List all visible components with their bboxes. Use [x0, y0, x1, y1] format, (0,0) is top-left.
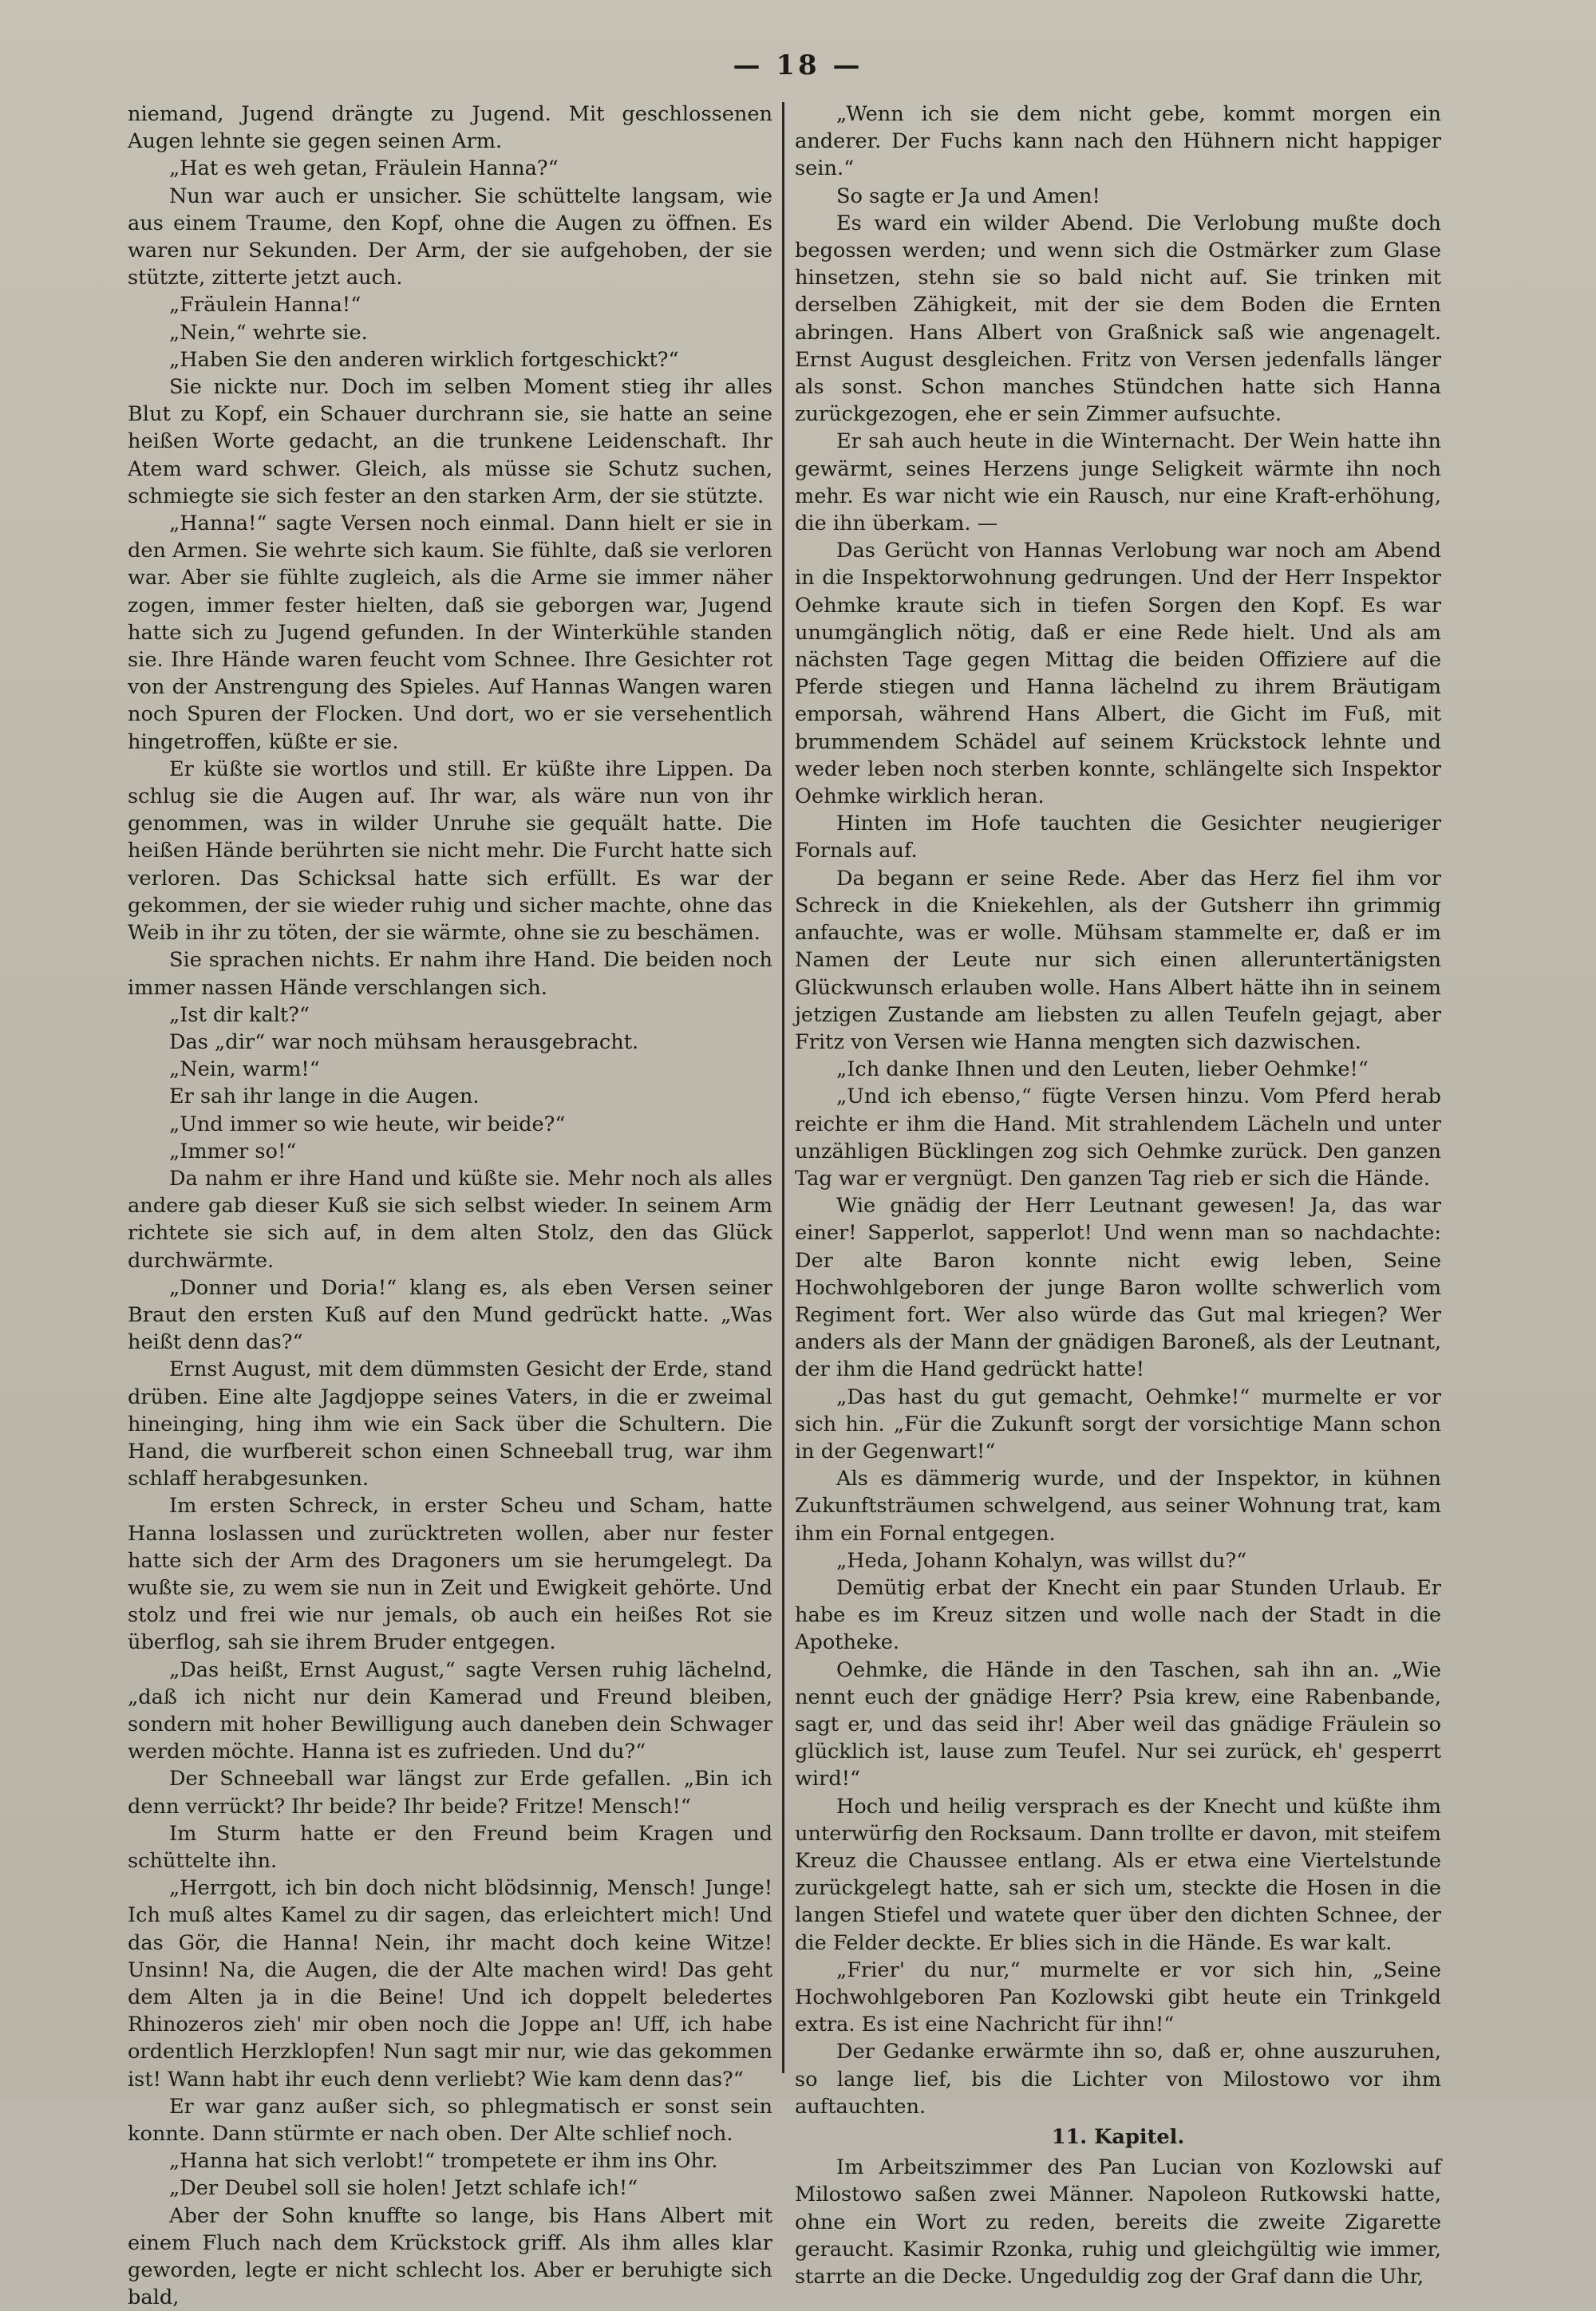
paragraph: Es ward ein wilder Abend. Die Verlobung mußte doch begossen werden; und wenn sich die Ostmärker zum Glase hinsetzen, stehn sie so bald nicht auf. Sie trinken mit derselben Zähigkeit, mit der sie dem Boden die Ernten abringen. Hans Albert von Graßnick saß wie angenagelt. Ernst August desgleichen. Fritz von Versen jedenfalls länger als sonst. Schon manches Stündchen hatte sich Hanna zurückgezogen, ehe er sein Zimmer aufsuchte.: [795, 211, 1441, 427]
paragraph: „Das hast du gut gemacht, Oehmke!“ murmelte er vor sich hin. „Für die Zukunft sorgt der vorsichtige Mann schon in der Gegenwart!“: [795, 1385, 1441, 1464]
paragraph: Demütig erbat der Knecht ein paar Stunden Urlaub. Er habe es im Kreuz sitzen und wolle nach der Stadt in die Apotheke.: [795, 1575, 1441, 1655]
paragraph: Im Arbeitszimmer des Pan Lucian von Kozlowski auf Milostowo saßen zwei Männer. Napoleon Rutkowski hatte, ohne ein Wort zu reden, bereits die zweite Zigarette geraucht. Kasimir Rzonka, ruhig und gleichgültig wie immer, starrte an die Decke. Ungeduldig zog der Graf dann die Uhr,: [795, 2155, 1441, 2289]
paragraph: „Hat es weh getan, Fräulein Hanna?“: [169, 156, 559, 181]
paragraph: „Hanna!“ sagte Versen noch einmal. Dann hielt er sie in den Armen. Sie wehrte sich kaum. Sie fühlte, daß sie verloren war. Aber sie fühlte zugleich, als die Arme sie immer näher zogen, immer fester hielten, daß sie geborgen war, Jugend hatte sich zu Jugend gefunden. In der Winterkühle standen sie. Ihre Hände waren feucht vom Schnee. Ihre Gesichter rot von der Anstrengung des Spieles. Auf Hannas Wangen waren noch Spuren der Flocken. Und dort, wo er sie versehentlich hingetroffen, küßte er sie.: [128, 512, 772, 754]
paragraph: Hinten im Hofe tauchten die Gesichter neugieriger Fornals auf.: [795, 812, 1441, 863]
paragraph: „Heda, Johann Kohalyn, was willst du?“: [836, 1548, 1247, 1573]
paragraph: „Ist dir kalt?“: [169, 1002, 310, 1027]
paragraph: „Donner und Doria!“ klang es, als eben Versen seiner Braut den ersten Kuß auf den Mund gedrückt hatte. „Was heißt denn das?“: [128, 1275, 772, 1355]
paragraph: „Und immer so wie heute, wir beide?“: [169, 1112, 566, 1136]
chapter-heading: 11. Kapitel.: [1051, 2125, 1185, 2150]
paragraph: niemand, Jugend drängte zu Jugend. Mit geschlossenen Augen lehnte sie gegen seinen Arm.: [128, 102, 772, 154]
paragraph: Das Gerücht von Hannas Verlobung war noch am Abend in die Inspektorwohnung gedrungen. Und der Herr Inspektor Oehmke kraute sich in tiefen Sorgen den Kopf. Es war unumgänglich nötig, daß er eine Rede hielt. Und als am nächsten Tage gegen Mittag die beiden Offiziere auf die Pferde stiegen und Hanna lächelnd zu ihrem Bräutigam emporsah, während Hans Albert, die Gicht im Fuß, mit brummendem Schädel auf seinem Krückstock lehnte und weder leben noch sterben konnte, schlängelte sich Inspektor Oehmke wirklich heran.: [795, 539, 1441, 809]
paragraph: „Das heißt, Ernst August,“ sagte Versen ruhig lächelnd, „daß ich nicht nur dein Kamerad und Freund bleiben, sondern mit hoher Bewilligung auch daneben dein Schwager werden möchte. Hanna ist es zufrieden. Und du?“: [128, 1657, 772, 1764]
paragraph: Er sah auch heute in die Winternacht. Der Wein hatte ihn gewärmt, seines Herzens junge Seligkeit wärmte ihn noch mehr. Es war nicht wie ein Rausch, nur eine Kraft-erhöhung, die ihn überkam. —: [795, 429, 1441, 536]
paragraph: „Der Deubel soll sie holen! Jetzt schlafe ich!“: [169, 2176, 638, 2201]
paragraph: Da begann er seine Rede. Aber das Herz fiel ihm vor Schreck in die Kniekehlen, als der Gutsherr ihn grimmig anfauchte, was er wolle. Mühsam stammelte er, daß er im Namen der Leute nur sich einen alleruntertänigsten Glückwunsch erlauben wolle. Hans Albert hätte ihn in seinem jetzigen Zustande am liebsten zu allen Teufeln gejagt, aber Fritz von Versen wie Hanna mengten sich dazwischen.: [795, 866, 1441, 1054]
paragraph: Aber der Sohn knuffte so lange, bis Hans Albert mit einem Fluch nach dem Krückstock griff. Als ihm alles klar geworden, legte er nicht schlecht los. Aber er beruhigte sich bald,: [128, 2203, 772, 2310]
paragraph: „Ich danke Ihnen und den Leuten, lieber Oehmke!“: [836, 1057, 1369, 1082]
paragraph: Das „dir“ war noch mühsam herausgebracht.: [169, 1029, 639, 1054]
column-divider: [782, 102, 784, 2073]
paragraph: „Herrgott, ich bin doch nicht blödsinnig, Mensch! Junge! Ich muß altes Kamel zu dir sagen, das erleichtert mich! Und das Gör, die Hanna! Nein, ihr macht doch keine Witze! Unsinn! Na, die Augen, die der Alte machen wird! Das geht dem Alten ja in die Beine! Und ich doppelt beledertes Rhinozeros zieh' mir oben noch die Joppe an! Uff, ich habe ordentlich Herzklopfen! Nun sagt mir nur, wie das gekommen ist! Wann habt ihr euch denn verliebt? Wie kam denn das?“: [128, 1876, 772, 2092]
paragraph: „Hanna hat sich verlobt!“ trompetete er ihm ins Ohr.: [169, 2149, 718, 2174]
paragraph: „Haben Sie den anderen wirklich fortgeschickt?“: [169, 347, 679, 372]
paragraph: Der Gedanke erwärmte ihn so, daß er, ohne auszuruhen, so lange lief, bis die Lichter von Milostowo vor ihm auftauchten.: [795, 2040, 1441, 2119]
paragraph: Er war ganz außer sich, so phlegmatisch er sonst sein konnte. Dann stürmte er nach oben. Der Alte schlief noch.: [128, 2094, 772, 2147]
paragraph: Sie sprachen nichts. Er nahm ihre Hand. Die beiden noch immer nassen Hände verschlangen sich.: [128, 948, 772, 1000]
paragraph: Sie nickte nur. Doch im selben Moment stieg ihr alles Blut zu Kopf, ein Schauer durchrann sie, sie hatte an seine heißen Worte gedacht, an die trunkene Leidenschaft. Ihr Atem ward schwer. Gleich, als müsse sie Schutz suchen, schmiegte sie sich fester an den starken Arm, der sie stützte.: [128, 375, 772, 508]
paragraph: „Wenn ich sie dem nicht gebe, kommt morgen ein anderer. Der Fuchs kann nach den Hühnern nicht happiger sein.“: [795, 102, 1441, 181]
paragraph: Im ersten Schreck, in erster Scheu und Scham, hatte Hanna loslassen und zurücktreten wollen, aber nur fester hatte sich der Arm des Dragoners um sie herumgelegt. Da wußte sie, zu wem sie nun in Zeit und Ewigkeit gehörte. Und stolz und frei wie nur jemals, ob auch ein heißes Rot sie überflog, sah sie ihrem Bruder entgegen.: [128, 1494, 772, 1655]
paragraph: Da nahm er ihre Hand und küßte sie. Mehr noch als alles andere gab dieser Kuß sie sich selbst wieder. In seinem Arm richtete sie sich auf, in dem alten Stolz, den das Glück durchwärmte.: [128, 1166, 772, 1273]
page-number: — 18 —: [733, 49, 863, 81]
paragraph: Der Schneeball war längst zur Erde gefallen. „Bin ich denn verrückt? Ihr beide? Ihr beide? Fritze! Mensch!“: [128, 1767, 772, 1819]
paragraph: „Fräulein Hanna!“: [169, 293, 361, 318]
paragraph: Als es dämmerig wurde, und der Inspektor, in kühnen Zukunftsträumen schwelgend, aus seiner Wohnung trat, kam ihm ein Fornal entgegen.: [795, 1467, 1441, 1546]
paragraph: Oehmke, die Hände in den Taschen, sah ihn an. „Wie nennt euch der gnädige Herr? Psia krew, eine Rabenbande, sagt er, und das seid ihr! Aber weil das gnädige Fräulein so glücklich ist, lause zum Teufel. Nur sei zurück, eh' gesperrt wird!“: [795, 1657, 1441, 1792]
paragraph: Er küßte sie wortlos und still. Er küßte ihre Lippen. Da schlug sie die Augen auf. Ihr war, als wäre nun von ihr genommen, was in wilder Unruhe sie gequält hatte. Die heißen Hände berührten sie nicht mehr. Die Furcht hatte sich verloren. Das Schicksal hatte sich erfüllt. Es war der gekommen, der sie wieder ruhig und sicher machte, ohne das Weib in ihr zu töten, der sie wärmte, ohne sie zu beschämen.: [128, 757, 772, 946]
paragraph: „Nein, warm!“: [169, 1057, 320, 1082]
paragraph: „Immer so!“: [169, 1139, 297, 1163]
paragraph: Nun war auch er unsicher. Sie schüttelte langsam, wie aus einem Traume, den Kopf, ohne die Augen zu öffnen. Es waren nur Sekunden. Der Arm, der sie aufgehoben, der sie stützte, zitterte jetzt auch.: [128, 184, 772, 290]
left-column: [128, 101, 772, 2311]
paragraph: „Nein,“ wehrte sie.: [169, 320, 368, 345]
paragraph: Er sah ihr lange in die Augen.: [169, 1084, 480, 1109]
paragraph: Hoch und heilig versprach es der Knecht und küßte ihm unterwürfig den Rocksaum. Dann trollte er davon, mit steifem Kreuz die Chaussee entlang. Als er etwa eine Viertelstunde zurückgelegt hatte, sah er sich um, steckte die Hosen in die langen Stiefel und watete quer über den dichten Schnee, der die Felder deckte. Er blies sich in die Hände. Es war kalt.: [795, 1794, 1441, 1955]
right-column: [795, 101, 1441, 2290]
paragraph: Wie gnädig der Herr Leutnant gewesen! Ja, das war einer! Sapperlot, sapperlot! Und wenn man so nachdachte: Der alte Baron konnte nicht ewig leben, Seine Hochwohlgeboren der junge Baron wollte schwerlich vom Regiment fort. Wer also würde das Gut mal kriegen? Wer anders als der Mann der gnädigen Baroneß, als der Leutnant, der ihm die Hand gedrückt hatte!: [795, 1194, 1441, 1382]
paragraph: „Und ich ebenso,“ fügte Versen hinzu. Vom Pferd herab reichte er ihm die Hand. Mit strahlendem Lächeln und unter unzähligen Bücklingen zog sich Oehmke zurück. Den ganzen Tag war er vergnügt. Den ganzen Tag rieb er sich die Hände.: [795, 1084, 1441, 1191]
paragraph: „Frier' du nur,“ murmelte er vor sich hin, „Seine Hochwohlgeboren Pan Kozlowski gibt heute ein Trinkgeld extra. Es ist eine Nachricht für ihn!“: [795, 1957, 1441, 2037]
paragraph: Ernst August, mit dem dümmsten Gesicht der Erde, stand drüben. Eine alte Jagdjoppe seines Vaters, in die er zweimal hineinging, hing ihm wie ein Sack über die Schultern. Die Hand, die wurfbereit schon einen Schneeball trug, war ihm schlaff herabgesunken.: [128, 1357, 772, 1491]
paragraph: So sagte er Ja und Amen!: [836, 184, 1100, 208]
paragraph: Im Sturm hatte er den Freund beim Kragen und schüttelte ihn.: [128, 1821, 772, 1873]
